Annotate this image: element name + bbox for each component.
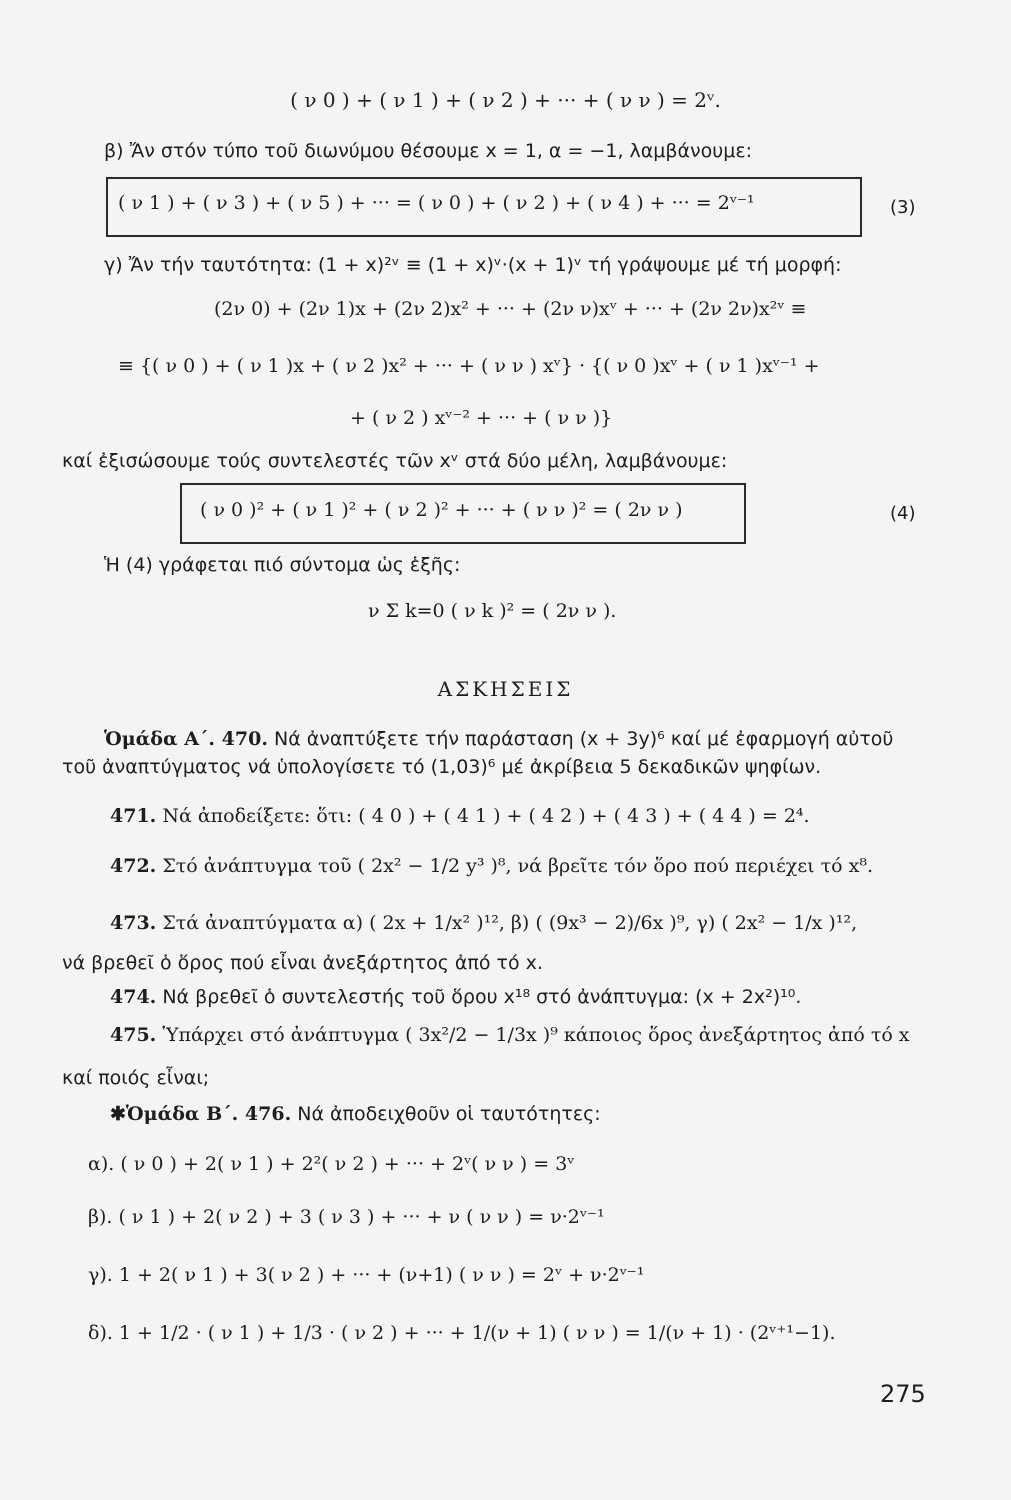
exercise-476-label: ✱Ὁμάδα Β΄. 476.	[110, 1103, 292, 1125]
identity-gamma: γ). 1 + 2( ν 1 ) + 3( ν 2 ) + ··· + (ν+1) ( ν ν ) = 2ᵛ + ν·2ᵛ⁻¹	[88, 1264, 645, 1286]
exercise-470	[104, 728, 893, 750]
exercise-475-text: Ὑπάρχει στό ἀνάπτυγμα ( 3x²/2 − 1/3x )⁹ κάποιος ὅρος ἀνεξάρτητος ἀπό τό x	[156, 1024, 910, 1046]
paragraph-beta: β) Ἄν στόν τύπο τοῦ διωνύμου θέσουμε x = 1, α = −1, λαμβάνουμε:	[104, 140, 753, 162]
sigma-formula: ν Σ k=0 ( ν k )² = ( 2ν ν ).	[368, 600, 617, 622]
exercise-471	[110, 805, 810, 827]
exercise-471-text: Νά ἀποδείξετε: ὅτι: ( 4 0 ) + ( 4 1 ) + ( 4 2 ) + ( 4 3 ) + ( 4 4 ) = 2⁴.	[156, 805, 810, 827]
identity-beta: β). ( ν 1 ) + 2( ν 2 ) + 3 ( ν 3 ) + ··· + ν ( ν ν ) = ν·2ᵛ⁻¹	[88, 1206, 605, 1228]
exercise-470-label: Ὁμάδα Α΄. 470.	[104, 728, 268, 750]
exercise-473-continuation: νά βρεθεῖ ὁ ὅρος πού εἶναι ἀνεξάρτητος ἀπό τό x.	[62, 952, 543, 974]
exercise-475	[110, 1024, 910, 1046]
page-number: 275	[880, 1380, 926, 1408]
expansion-line-1: (2ν 0) + (2ν 1)x + (2ν 2)x² + ··· + (2ν ν)xᵛ + ··· + (2ν 2ν)x²ᵛ ≡	[214, 298, 807, 320]
exercise-476	[110, 1103, 601, 1125]
equation-number-3: (3)	[890, 197, 916, 218]
exercise-473-label: 473.	[110, 912, 157, 934]
exercise-471-label: 471.	[110, 805, 157, 827]
expansion-line-3: + ( ν 2 ) xᵛ⁻² + ··· + ( ν ν )}	[350, 407, 613, 429]
identity-delta: δ). 1 + 1/2 · ( ν 1 ) + 1/3 · ( ν 2 ) + ··· + 1/(ν + 1) ( ν ν ) = 1/(ν + 1) · (2ᵛ⁺¹−1).	[88, 1322, 836, 1344]
exercise-472-label: 472.	[110, 855, 157, 877]
exercise-475-continuation: καί ποιός εἶναι;	[62, 1067, 210, 1089]
equation-number-4: (4)	[890, 503, 916, 524]
identity-alpha: α). ( ν 0 ) + 2( ν 1 ) + 2²( ν 2 ) + ··· + 2ᵛ( ν ν ) = 3ᵛ	[88, 1153, 575, 1175]
section-heading-exercises: ΑΣΚΗΣΕΙΣ	[437, 677, 574, 701]
equation-3: ( ν 1 ) + ( ν 3 ) + ( ν 5 ) + ··· = ( ν 0 ) + ( ν 2 ) + ( ν 4 ) + ··· = 2ᵛ⁻¹	[118, 192, 755, 214]
exercise-470-continuation: τοῦ ἀναπτύγματος νά ὑπολογίσετε τό (1,03)⁶ μέ ἀκρίβεια 5 δεκαδικῶν ψηφίων.	[62, 756, 822, 778]
exercise-476-text: Νά ἀποδειχθοῦν οἱ ταυτότητες:	[291, 1103, 601, 1125]
exercise-472-text: Στό ἀνάπτυγμα τοῦ ( 2x² − 1/2 y³ )⁸, νά βρεῖτε τόν ὅρο πού περιέχει τό x⁸.	[156, 855, 874, 877]
paragraph-compact: Ἡ (4) γράφεται πιό σύντομα ὡς ἑξῆς:	[104, 554, 461, 576]
exercise-473	[110, 912, 857, 934]
exercise-474-label: 474.	[110, 986, 157, 1008]
paragraph-coefficients: καί ἐξισώσουμε τούς συντελεστές τῶν xᵛ στά δύο μέλη, λαμβάνουμε:	[62, 450, 728, 472]
exercise-472	[110, 855, 873, 877]
exercise-473-text: Στά ἀναπτύγματα α) ( 2x + 1/x² )¹², β) ( (9x³ − 2)/6x )⁹, γ) ( 2x² − 1/x )¹²,	[156, 912, 858, 934]
exercise-474	[110, 986, 801, 1008]
expansion-line-2: ≡ {( ν 0 ) + ( ν 1 )x + ( ν 2 )x² + ··· + ( ν ν ) xᵛ} · {( ν 0 )xᵛ + ( ν 1 )xᵛ⁻¹ +	[118, 355, 820, 377]
equation-4: ( ν 0 )² + ( ν 1 )² + ( ν 2 )² + ··· + ( ν ν )² = ( 2ν ν )	[200, 499, 683, 521]
identity-sum-binomials: ( ν 0 ) + ( ν 1 ) + ( ν 2 ) + ··· + ( ν ν ) = 2ᵛ.	[290, 88, 721, 112]
exercise-474-text: Νά βρεθεῖ ὁ συντελεστής τοῦ ὅρου x¹⁸ στό ἀνάπτυγμα: (x + 2x²)¹⁰.	[156, 986, 802, 1008]
paragraph-gamma: γ) Ἄν τήν ταυτότητα: (1 + x)²ᵛ ≡ (1 + x)ᵛ·(x + 1)ᵛ τή γράψουμε μέ τή μορφή:	[104, 254, 842, 276]
exercise-475-label: 475.	[110, 1024, 157, 1046]
exercise-470-text: Νά ἀναπτύξετε τήν παράσταση (x + 3y)⁶ καί μέ ἐφαρμογή αὐτοῦ	[267, 728, 894, 750]
